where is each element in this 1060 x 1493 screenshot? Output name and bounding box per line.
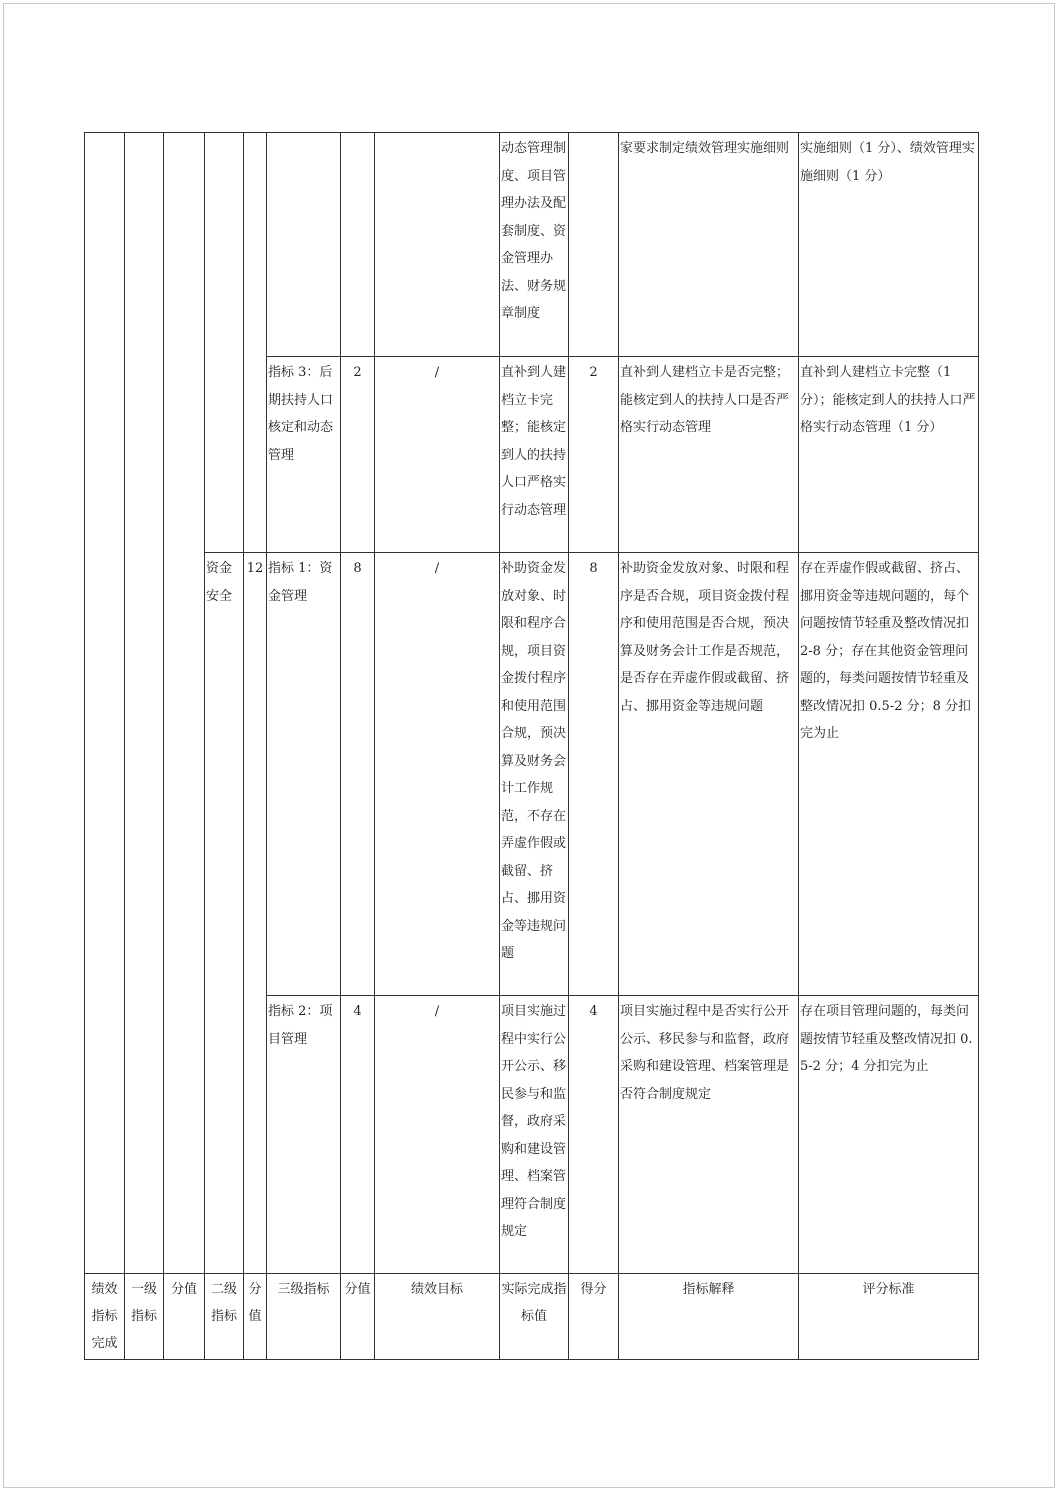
header-cell: 分值: [341, 1274, 375, 1360]
header-cell: 评分标准: [799, 1274, 979, 1360]
standard-cell: 实施细则（1 分）、绩效管理实施细则（1 分）: [799, 133, 979, 357]
explanation-cell: 项目实施过程中是否实行公开公示、移民参与和监督，政府采购和建设管理、档案管理是否符合制度规定: [619, 996, 799, 1274]
header-cell: 指标解释: [619, 1274, 799, 1360]
standard-cell: 存在弄虚作假或截留、挤占、挪用资金等违规问题的，每个问题按情节轻重及整改情况扣 2-8 分；存在其他资金管理问题的，每类问题按情节轻重及整改情况扣 0.5-2 分；8 分扣完为止: [799, 553, 979, 996]
standard-cell: 直补到人建档立卡完整（1 分）；能核定到人的扶持人口严格实行动态管理（1 分）: [799, 357, 979, 553]
points-cell: 4: [569, 996, 619, 1274]
header-cell: 一级指标: [125, 1274, 164, 1360]
actual-value-cell: 直补到人建档立卡完整；能核定到人的扶持人口严格实行动态管理: [500, 357, 569, 553]
points-cell: 8: [569, 553, 619, 996]
level2-cell: [205, 133, 244, 553]
header-cell: 绩效目标: [375, 1274, 500, 1360]
actual-value-cell: 动态管理制度、项目管理办法及配套制度、资金管理办法、财务规章制度: [500, 133, 569, 357]
explanation-cell: 直补到人建档立卡是否完整；能核定到人的扶持人口是否严格实行动态管理: [619, 357, 799, 553]
table-header-row: [85, 1274, 979, 1360]
level3-score-cell: 4: [341, 996, 375, 1274]
goal-cell: /: [375, 553, 500, 996]
actual-value-cell: 补助资金发放对象、时限和程序合规，项目资金拨付程序和使用范围合规，预决算及财务会计工作规范，不存在弄虚作假或截留、挤占、挪用资金等违规问题: [500, 553, 569, 996]
level3-score-cell: 2: [341, 357, 375, 553]
level1-cell: [125, 133, 164, 1274]
goal-cell: /: [375, 996, 500, 1274]
header-cell: 二级指标: [205, 1274, 244, 1360]
level3-score-cell: [341, 133, 375, 357]
header-cell: 得分: [569, 1274, 619, 1360]
level3-cell: [267, 133, 341, 357]
explanation-cell: 补助资金发放对象、时限和程序是否合规，项目资金拨付程序和使用范围是否合规，预决算及财务会计工作是否规范，是否存在弄虚作假或截留、挤占、挪用资金等违规问题: [619, 553, 799, 996]
level3-cell: 指标 3：后期扶持人口核定和动态管理: [267, 357, 341, 553]
level2-score-cell: 12: [244, 553, 267, 1274]
points-cell: 2: [569, 357, 619, 553]
level3-cell: 指标 1：资金管理: [267, 553, 341, 996]
table-row: [85, 553, 979, 996]
level2-score-cell: [244, 133, 267, 553]
standard-cell: 存在项目管理问题的，每类问题按情节轻重及整改情况扣 0.5-2 分；4 分扣完为止: [799, 996, 979, 1274]
actual-value-cell: 项目实施过程中实行公开公示、移民参与和监督，政府采购和建设管理、档案管理符合制度规定: [500, 996, 569, 1274]
header-cell: 分值: [164, 1274, 205, 1360]
goal-cell: [375, 133, 500, 357]
level3-cell: 指标 2：项目管理: [267, 996, 341, 1274]
header-cell: 实际完成指标值: [500, 1274, 569, 1360]
level0-cell: [85, 133, 125, 1274]
header-cell: 分值: [244, 1274, 267, 1360]
points-cell: [569, 133, 619, 357]
header-cell: 三级指标: [267, 1274, 341, 1360]
level2-cell: 资金安全: [205, 553, 244, 1274]
goal-cell: /: [375, 357, 500, 553]
explanation-cell: 家要求制定绩效管理实施细则: [619, 133, 799, 357]
header-cell: 绩效指标完成: [85, 1274, 125, 1360]
level3-score-cell: 8: [341, 553, 375, 996]
level1-score-cell: [164, 133, 205, 1274]
performance-indicator-table: [84, 132, 979, 1360]
table-row: [85, 133, 979, 357]
